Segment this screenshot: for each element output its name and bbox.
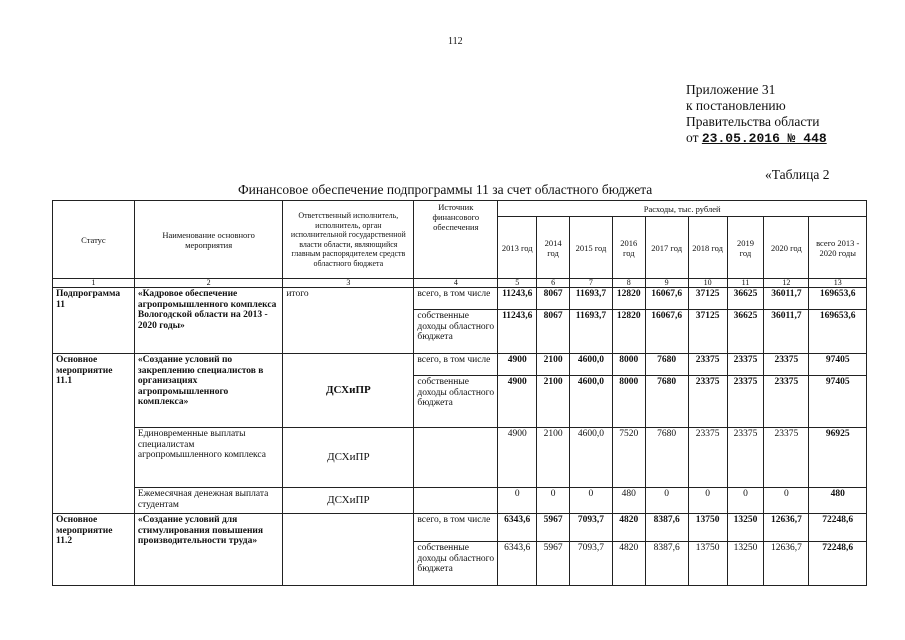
value-cell: 7680 bbox=[645, 428, 688, 488]
row-source bbox=[414, 428, 498, 488]
row-source: всего, в том числе bbox=[414, 354, 498, 376]
row-source: всего, в том числе bbox=[414, 514, 498, 542]
value-cell: 0 bbox=[727, 488, 764, 514]
total-cell: 96925 bbox=[809, 428, 867, 488]
value-cell: 11693,7 bbox=[569, 288, 612, 310]
header-year: 2017 год bbox=[645, 217, 688, 279]
row-source bbox=[414, 488, 498, 514]
value-cell: 4900 bbox=[498, 376, 537, 428]
value-cell: 23375 bbox=[727, 376, 764, 428]
value-cell: 13250 bbox=[727, 542, 764, 586]
value-cell: 8000 bbox=[612, 376, 645, 428]
value-cell: 7680 bbox=[645, 376, 688, 428]
total-cell: 97405 bbox=[809, 376, 867, 428]
value-cell: 4820 bbox=[612, 514, 645, 542]
total-cell: 480 bbox=[809, 488, 867, 514]
total-cell: 169653,6 bbox=[809, 310, 867, 354]
header-year: 2016 год bbox=[612, 217, 645, 279]
row-name: Единовременные выплаты специалистам агропромышленного комплекса bbox=[134, 428, 282, 488]
value-cell: 23375 bbox=[727, 428, 764, 488]
row-executor: ДСХиПР bbox=[283, 428, 414, 488]
value-cell: 23375 bbox=[688, 428, 727, 488]
value-cell: 16067,6 bbox=[645, 288, 688, 310]
appendix-line-3: Правительства области bbox=[686, 114, 820, 129]
col-number: 8 bbox=[612, 279, 645, 288]
table-row bbox=[53, 514, 867, 542]
value-cell: 0 bbox=[537, 488, 570, 514]
value-cell: 6343,6 bbox=[498, 542, 537, 586]
row-executor: итого bbox=[283, 288, 414, 354]
value-cell: 12820 bbox=[612, 288, 645, 310]
value-cell: 11243,6 bbox=[498, 310, 537, 354]
value-cell: 0 bbox=[498, 488, 537, 514]
value-cell: 6343,6 bbox=[498, 514, 537, 542]
row-executor: ДСХиПР bbox=[283, 354, 414, 428]
value-cell: 7680 bbox=[645, 354, 688, 376]
row-name: «Создание условий по закреплению специалистов в организациях агропромышленного комплекса» bbox=[134, 354, 282, 428]
value-cell: 4900 bbox=[498, 354, 537, 376]
value-cell: 37125 bbox=[688, 310, 727, 354]
value-cell: 36011,7 bbox=[764, 310, 809, 354]
row-source: всего, в том числе bbox=[414, 288, 498, 310]
col-number: 3 bbox=[283, 279, 414, 288]
value-cell: 0 bbox=[569, 488, 612, 514]
header-expenses: Расходы, тыс. рублей bbox=[498, 201, 867, 217]
value-cell: 8067 bbox=[537, 288, 570, 310]
header-year: 2018 год bbox=[688, 217, 727, 279]
value-cell: 0 bbox=[688, 488, 727, 514]
financing-table bbox=[52, 200, 867, 586]
header-total: всего 2013 - 2020 годы bbox=[809, 217, 867, 279]
header-row-1 bbox=[53, 201, 867, 217]
row-source: собственные доходы областного бюджета bbox=[414, 310, 498, 354]
header-year: 2019 год bbox=[727, 217, 764, 279]
table-row bbox=[53, 428, 867, 488]
header-year: 2013 год bbox=[498, 217, 537, 279]
appendix-date-line bbox=[686, 130, 827, 147]
value-cell: 8067 bbox=[537, 310, 570, 354]
value-cell: 37125 bbox=[688, 288, 727, 310]
value-cell: 11243,6 bbox=[498, 288, 537, 310]
value-cell: 23375 bbox=[688, 354, 727, 376]
value-cell: 2100 bbox=[537, 428, 570, 488]
value-cell: 12636,7 bbox=[764, 514, 809, 542]
col-number: 4 bbox=[414, 279, 498, 288]
header-year: 2014 год bbox=[537, 217, 570, 279]
value-cell: 0 bbox=[764, 488, 809, 514]
value-cell: 12636,7 bbox=[764, 542, 809, 586]
value-cell: 8000 bbox=[612, 354, 645, 376]
total-cell: 97405 bbox=[809, 354, 867, 376]
value-cell: 23375 bbox=[688, 376, 727, 428]
row-status: Основное мероприятие 11.1 bbox=[53, 354, 135, 514]
row-source: собственные доходы областного бюджета bbox=[414, 542, 498, 586]
row-name: Ежемесячная денежная выплата студентам bbox=[134, 488, 282, 514]
value-cell: 36011,7 bbox=[764, 288, 809, 310]
value-cell: 13750 bbox=[688, 542, 727, 586]
row-status: Основное мероприятие 11.2 bbox=[53, 514, 135, 586]
value-cell: 4600,0 bbox=[569, 354, 612, 376]
value-cell: 7520 bbox=[612, 428, 645, 488]
column-number-row bbox=[53, 279, 867, 288]
appendix-line-2: к постановлению bbox=[686, 98, 786, 113]
table-row bbox=[53, 288, 867, 310]
value-cell: 7093,7 bbox=[569, 542, 612, 586]
value-cell: 4600,0 bbox=[569, 428, 612, 488]
value-cell: 5967 bbox=[537, 514, 570, 542]
row-name: «Создание условий для стимулирования повышения производительности труда» bbox=[134, 514, 282, 586]
col-number: 10 bbox=[688, 279, 727, 288]
value-cell: 11693,7 bbox=[569, 310, 612, 354]
date-prefix: от bbox=[686, 130, 702, 145]
value-cell: 4820 bbox=[612, 542, 645, 586]
row-name: «Кадровое обеспечение агропромышленного комплекса Вологодской области на 2013 - 2020 годы» bbox=[134, 288, 282, 354]
value-cell: 23375 bbox=[764, 428, 809, 488]
col-number: 9 bbox=[645, 279, 688, 288]
col-number: 2 bbox=[134, 279, 282, 288]
value-cell: 7093,7 bbox=[569, 514, 612, 542]
value-cell: 0 bbox=[645, 488, 688, 514]
value-cell: 23375 bbox=[727, 354, 764, 376]
value-cell: 8387,6 bbox=[645, 514, 688, 542]
value-cell: 480 bbox=[612, 488, 645, 514]
col-number: 7 bbox=[569, 279, 612, 288]
header-name: Наименование основного мероприятия bbox=[134, 201, 282, 279]
header-executor: Ответственный исполнитель, исполнитель, орган исполнительной государственной власти области, являющийся главным распорядителем средств областного бюджета bbox=[283, 201, 414, 279]
value-cell: 36625 bbox=[727, 288, 764, 310]
header-year: 2020 год bbox=[764, 217, 809, 279]
header-year: 2015 год bbox=[569, 217, 612, 279]
appendix-line-1: Приложение 31 bbox=[686, 82, 776, 97]
row-executor: ДСХиПР bbox=[283, 488, 414, 514]
appendix-block bbox=[686, 82, 827, 147]
col-number: 6 bbox=[537, 279, 570, 288]
value-cell: 36625 bbox=[727, 310, 764, 354]
table-reference: «Таблица 2 bbox=[765, 167, 830, 182]
col-number: 13 bbox=[809, 279, 867, 288]
value-cell: 2100 bbox=[537, 354, 570, 376]
row-status: Подпрограмма 11 bbox=[53, 288, 135, 354]
value-cell: 2100 bbox=[537, 376, 570, 428]
value-cell: 5967 bbox=[537, 542, 570, 586]
row-source: собственные доходы областного бюджета bbox=[414, 376, 498, 428]
col-number: 1 bbox=[53, 279, 135, 288]
col-number: 11 bbox=[727, 279, 764, 288]
value-cell: 13750 bbox=[688, 514, 727, 542]
row-executor bbox=[283, 514, 414, 586]
total-cell: 169653,6 bbox=[809, 288, 867, 310]
value-cell: 8387,6 bbox=[645, 542, 688, 586]
value-cell: 13250 bbox=[727, 514, 764, 542]
page-number: 112 bbox=[448, 36, 463, 47]
table-row bbox=[53, 488, 867, 514]
table-row bbox=[53, 354, 867, 376]
total-cell: 72248,6 bbox=[809, 542, 867, 586]
header-source: Источник финансового обеспечения bbox=[414, 201, 498, 279]
header-status: Статус bbox=[53, 201, 135, 279]
value-cell: 12820 bbox=[612, 310, 645, 354]
value-cell: 4900 bbox=[498, 428, 537, 488]
value-cell: 4600,0 bbox=[569, 376, 612, 428]
value-cell: 16067,6 bbox=[645, 310, 688, 354]
value-cell: 23375 bbox=[764, 354, 809, 376]
resolution-date: 23.05.2016 № 448 bbox=[701, 131, 827, 146]
value-cell: 23375 bbox=[764, 376, 809, 428]
col-number: 12 bbox=[764, 279, 809, 288]
col-number: 5 bbox=[498, 279, 537, 288]
total-cell: 72248,6 bbox=[809, 514, 867, 542]
document-title: Финансовое обеспечение подпрограммы 11 за счет областного бюджета bbox=[238, 182, 653, 197]
